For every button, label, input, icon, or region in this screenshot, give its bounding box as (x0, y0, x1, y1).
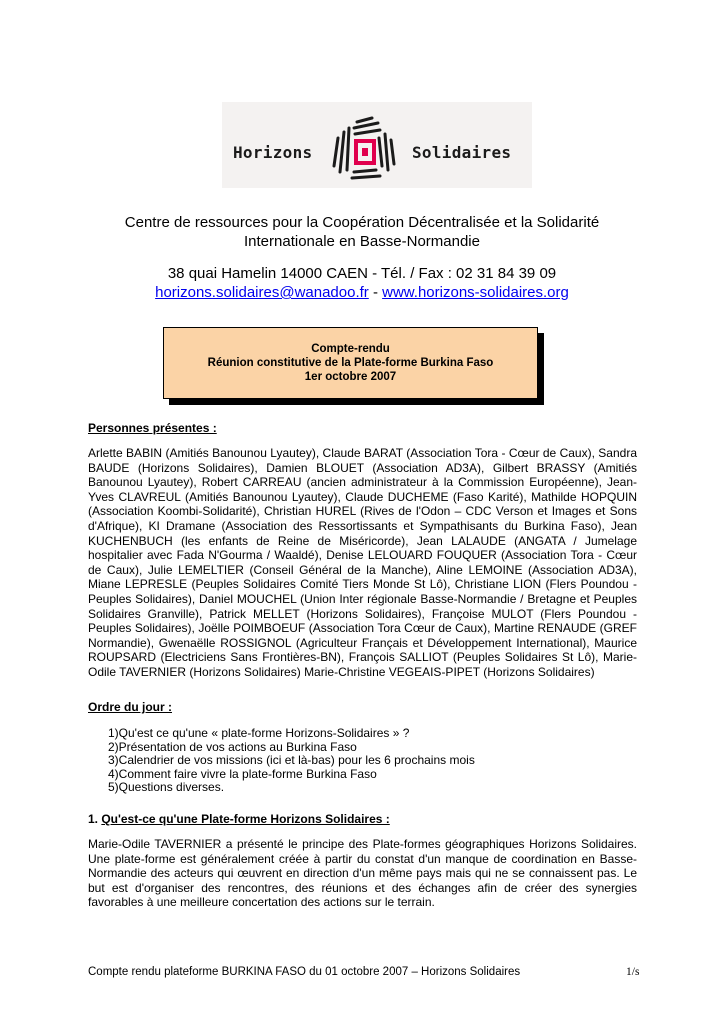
section1-number: 1. (88, 812, 102, 826)
persons-heading: Personnes présentes : (88, 421, 217, 435)
meeting-date: 1er octobre 2007 (304, 371, 397, 383)
org-description-line2: Internationale en Basse-Normandie (244, 233, 480, 250)
section1-paragraph: Marie-Odile TAVERNIER a présenté le principe des Plate-formes géographiques Horizons Solidaires. Une plate-forme est généralement créée à partir du constat d'un manque de coordination en Basse-Normandie des acteurs qui œuvrent en direction d'un même pays mais qui ne se connaissent pas. Le but est d'organiser des rencontres, des réunions et des échanges afin de créer des synergies favorables à une meilleure concertation des actions sur le terrain. (88, 837, 637, 910)
page-footer: Compte rendu plateforme BURKINA FASO du 01 octobre 2007 – Horizons Solidaires (88, 966, 521, 978)
website-link[interactable]: www.horizons-solidaires.org (382, 284, 569, 301)
logo-emblem-icon (324, 108, 404, 182)
agenda-list (108, 727, 475, 795)
address-line: 38 quai Hamelin 14000 CAEN - Tél. / Fax : 02 31 84 39 09 (167, 265, 557, 282)
logo-word-right: Solidaires (412, 143, 512, 162)
contact-separator: - (368, 284, 383, 301)
agenda-item: 4)Comment faire vivre la plate-forme Burkina Faso (108, 766, 377, 781)
horizons-solidaires-logo (222, 102, 532, 188)
contact-line (0, 284, 724, 301)
logo-word-left: Horizons (233, 143, 313, 162)
email-link[interactable]: horizons.solidaires@wanadoo.fr (155, 284, 369, 301)
agenda-item: 2)Présentation de vos actions au Burkina Faso (108, 739, 357, 754)
page-number: 1/s (626, 966, 640, 978)
agenda-item: 1)Qu'est ce qu'une « plate-forme Horizons-Solidaires » ? (108, 726, 410, 740)
org-description-line1: Centre de ressources pour la Coopération Décentralisée et la Solidarité (124, 214, 600, 231)
title-box (163, 327, 538, 399)
section1-title: Qu'est-ce qu'une Plate-forme Horizons Solidaires : (101, 812, 390, 826)
agenda-heading: Ordre du jour : (88, 700, 172, 714)
section1-heading (88, 812, 390, 826)
doc-type: Compte-rendu (311, 343, 390, 355)
agenda-item: 5)Questions diverses. (108, 780, 225, 794)
agenda-item: 3)Calendrier de vos missions (ici et là-bas) pour les 6 prochains mois (108, 753, 475, 767)
meeting-title: Réunion constitutive de la Plate-forme Burkina Faso (207, 357, 494, 369)
persons-list: Arlette BABIN (Amitiés Banounou Lyautey), Claude BARAT (Association Tora - Cœur de Caux), Sandra BAUDE (Horizons Solidaires), Damien BLOUET (Association AD3A), Gilbert BRASSY (Amitiés Banounou Lyautey), Robert CARREAU (ancien administrateur à la Commission Européenne), Jean-Yves CLAVREUL (Amitiés Banounou Lyautey), Claude DUCHEME (Faso Karité), Mathilde HOPQUIN (Association Koombi-Solidarité), Christian HUREL (Rives de l'Odon – CDC Verson et Images et Sons d'Afrique), KI Dramane (Association des Ressortissants et Sympathisants du Burkina Faso), Jean KUCHENBUCH (les enfants de Reine de Miséricorde), Jean LALAUDE (ANGATA / Jumelage hospitalier avec Fada N'Gourma / Waaldé), Denise LELOUARD FOUQUER (Association Tora - Cœur de Caux), Julie LEMELTIER (Conseil Général de la Manche), Aline LEMOINE (Association AD3A), Miane LEPRESLE (Peuples Solidaires Comité Tiers Monde St Lô), Christiane LION (Flers Poundou - Peuples Solidaires), Daniel MOUCHEL (Union Inter régionale Basse-Normandie / Bretagne et Peuples Solidaires Granville), Patrick MELLET (Horizons Solidaires), Françoise MULOT (Flers Poundou - Peuples Solidaires), Joëlle POIMBOEUF (Association Tora Cœur de Caux), Martine RENAUDE (GREF Normandie), Gwenaëlle ROSSIGNOL (Agriculteur Français et Développement International), Maurice ROUPSARD (Electriciens Sans Frontières-BN), François SALLIOT (Peuples Solidaires St Lô), Marie-Odile TAVERNIER (Horizons Solidaires) Marie-Christine VEGEAIS-PIPET (Horizons Solidaires) (88, 446, 637, 679)
